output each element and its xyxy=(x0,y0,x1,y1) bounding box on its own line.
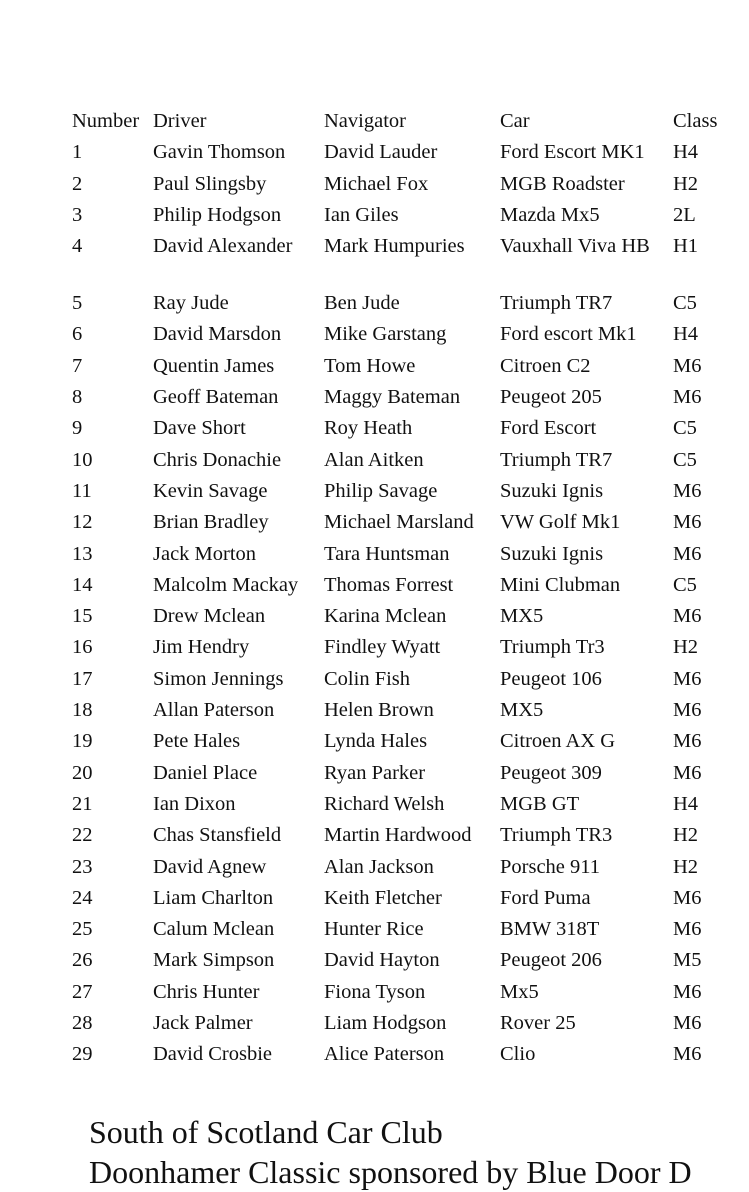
cell-navigator: Philip Savage xyxy=(324,479,438,502)
cell-driver: Simon Jennings xyxy=(153,667,284,690)
table-row xyxy=(72,415,723,446)
table-row xyxy=(72,979,723,1010)
cell-car: Mazda Mx5 xyxy=(500,203,600,226)
cell-driver: Quentin James xyxy=(153,354,275,377)
cell-navigator: Helen Brown xyxy=(324,699,434,722)
cell-number: 6 xyxy=(72,323,83,346)
cell-class: H2 xyxy=(673,824,699,847)
cell-navigator: Keith Fletcher xyxy=(324,886,442,909)
table-row xyxy=(72,1041,723,1072)
cell-class: M6 xyxy=(673,1043,702,1066)
cell-number: 8 xyxy=(72,386,83,409)
cell-car: Citroen AX G xyxy=(500,730,616,753)
cell-driver: Chris Donachie xyxy=(153,448,282,471)
cell-driver: Allan Paterson xyxy=(153,699,275,722)
cell-car: Triumph Tr3 xyxy=(500,636,605,659)
cell-navigator: Liam Hodgson xyxy=(324,1012,447,1035)
club-name: South of Scotland Car Club xyxy=(89,1114,443,1150)
cell-class: C5 xyxy=(673,417,697,440)
cell-class: H2 xyxy=(673,855,699,878)
cell-car: Mx5 xyxy=(500,980,539,1003)
cell-number: 22 xyxy=(72,824,93,847)
cell-navigator: Tom Howe xyxy=(324,354,416,377)
table-header-row xyxy=(72,108,723,139)
cell-driver: Ian Dixon xyxy=(153,792,236,815)
cell-number: 14 xyxy=(72,573,93,596)
page-footer xyxy=(89,1112,692,1192)
table-row xyxy=(72,916,723,947)
cell-class: H4 xyxy=(673,323,699,346)
cell-navigator: Lynda Hales xyxy=(324,730,428,753)
cell-navigator: Ben Jude xyxy=(324,292,400,315)
cell-class: C5 xyxy=(673,448,697,471)
cell-car: MX5 xyxy=(500,699,544,722)
table-row xyxy=(72,1010,723,1041)
cell-class: H2 xyxy=(673,172,699,195)
cell-car: Peugeot 206 xyxy=(500,949,602,972)
cell-class: M6 xyxy=(673,542,702,565)
cell-class: M6 xyxy=(673,761,702,784)
table-row xyxy=(72,666,723,697)
cell-driver: Paul Slingsby xyxy=(153,172,267,195)
cell-class: M6 xyxy=(673,918,702,941)
header-number: Number xyxy=(72,110,140,132)
cell-navigator: Colin Fish xyxy=(324,667,411,690)
cell-class: H4 xyxy=(673,792,699,815)
cell-navigator: Michael Fox xyxy=(324,172,429,195)
cell-navigator: Findley Wyatt xyxy=(324,636,441,659)
cell-class: M6 xyxy=(673,667,702,690)
header-navigator: Navigator xyxy=(324,110,406,132)
table-row xyxy=(72,885,723,916)
cell-class: M6 xyxy=(673,980,702,1003)
cell-number: 4 xyxy=(72,235,83,258)
cell-driver: Malcolm Mackay xyxy=(153,573,299,596)
header-driver: Driver xyxy=(153,110,207,132)
entry-list-table xyxy=(72,108,723,1073)
cell-car: Citroen C2 xyxy=(500,354,591,377)
cell-driver: Drew Mclean xyxy=(153,605,266,628)
cell-driver: Mark Simpson xyxy=(153,949,275,972)
table-row xyxy=(72,290,723,321)
cell-car: Peugeot 106 xyxy=(500,667,602,690)
table-row xyxy=(72,171,723,202)
cell-navigator: David Hayton xyxy=(324,949,440,972)
table-body xyxy=(72,139,723,1072)
cell-driver: Gavin Thomson xyxy=(153,141,286,164)
table-row xyxy=(72,822,723,853)
cell-class: M6 xyxy=(673,730,702,753)
cell-number: 24 xyxy=(72,886,93,909)
cell-number: 27 xyxy=(72,980,93,1003)
cell-navigator: Alan Aitken xyxy=(324,448,424,471)
table-row xyxy=(72,478,723,509)
cell-car: Clio xyxy=(500,1043,536,1066)
table-row xyxy=(72,202,723,233)
cell-driver: David Alexander xyxy=(153,235,293,258)
cell-class: M6 xyxy=(673,354,702,377)
cell-navigator: Thomas Forrest xyxy=(324,573,454,596)
cell-car: Mini Clubman xyxy=(500,573,621,596)
cell-driver: Dave Short xyxy=(153,417,246,440)
cell-navigator: Tara Huntsman xyxy=(324,542,450,565)
cell-driver: Calum Mclean xyxy=(153,918,275,941)
cell-car: Porsche 911 xyxy=(500,855,601,878)
cell-car: Triumph TR3 xyxy=(500,824,613,847)
cell-class: M6 xyxy=(673,386,702,409)
cell-car: Triumph TR7 xyxy=(500,292,613,315)
cell-driver: Chas Stansfield xyxy=(153,824,282,847)
cell-number: 21 xyxy=(72,792,93,815)
cell-navigator: Mark Humpuries xyxy=(324,235,465,258)
cell-class: C5 xyxy=(673,292,697,315)
cell-navigator: Ian Giles xyxy=(324,203,399,226)
cell-number: 17 xyxy=(72,667,93,690)
cell-navigator: Roy Heath xyxy=(324,417,413,440)
table-row xyxy=(72,353,723,384)
cell-number: 7 xyxy=(72,354,83,377)
cell-class: H4 xyxy=(673,141,699,164)
table-row xyxy=(72,321,723,352)
table-row xyxy=(72,139,723,170)
cell-class: C5 xyxy=(673,573,697,596)
cell-driver: Daniel Place xyxy=(153,761,258,784)
cell-driver: Kevin Savage xyxy=(153,479,268,502)
cell-number: 12 xyxy=(72,511,93,534)
cell-number: 23 xyxy=(72,855,93,878)
cell-car: VW Golf Mk1 xyxy=(500,511,621,534)
cell-class: 2L xyxy=(673,203,696,226)
cell-navigator: Karina Mclean xyxy=(324,605,447,628)
table-row xyxy=(72,603,723,634)
cell-car: BMW 318T xyxy=(500,918,600,941)
cell-number: 2 xyxy=(72,172,83,195)
cell-class: M6 xyxy=(673,479,702,502)
cell-class: M5 xyxy=(673,949,702,972)
cell-number: 25 xyxy=(72,918,93,941)
cell-number: 16 xyxy=(72,636,93,659)
cell-number: 19 xyxy=(72,730,93,753)
cell-navigator: Fiona Tyson xyxy=(324,980,426,1003)
cell-number: 1 xyxy=(72,141,83,164)
cell-car: Triumph TR7 xyxy=(500,448,613,471)
cell-number: 3 xyxy=(72,203,83,226)
table-row xyxy=(72,634,723,665)
cell-driver: Philip Hodgson xyxy=(153,203,282,226)
cell-driver: Ray Jude xyxy=(153,292,229,315)
table-row xyxy=(72,572,723,603)
cell-number: 18 xyxy=(72,699,93,722)
cell-car: Rover 25 xyxy=(500,1012,576,1035)
cell-car: Ford Escort xyxy=(500,417,597,440)
table-row xyxy=(72,791,723,822)
cell-class: M6 xyxy=(673,1012,702,1035)
header-car: Car xyxy=(500,110,530,132)
cell-driver: Pete Hales xyxy=(153,730,241,753)
cell-class: H1 xyxy=(673,235,699,258)
cell-navigator: Richard Welsh xyxy=(324,792,445,815)
cell-driver: Jack Morton xyxy=(153,542,257,565)
table-row xyxy=(72,541,723,572)
cell-car: MX5 xyxy=(500,605,544,628)
cell-navigator: Mike Garstang xyxy=(324,323,447,346)
cell-navigator: Alan Jackson xyxy=(324,855,434,878)
cell-navigator: Michael Marsland xyxy=(324,511,474,534)
cell-driver: David Crosbie xyxy=(153,1043,272,1066)
table-row xyxy=(72,947,723,978)
cell-driver: Geoff Bateman xyxy=(153,386,279,409)
cell-number: 11 xyxy=(72,479,92,502)
cell-number: 29 xyxy=(72,1043,93,1066)
cell-number: 26 xyxy=(72,949,93,972)
cell-number: 5 xyxy=(72,292,83,315)
cell-driver: David Agnew xyxy=(153,855,267,878)
cell-driver: David Marsdon xyxy=(153,323,282,346)
cell-car: Suzuki Ignis xyxy=(500,479,604,502)
table-row xyxy=(72,384,723,415)
cell-car: MGB Roadster xyxy=(500,172,625,195)
event-title: Doonhamer Classic sponsored by Blue Door D xyxy=(89,1154,692,1190)
header-class: Class xyxy=(673,110,718,132)
table-row xyxy=(72,233,723,290)
cell-car: Ford Puma xyxy=(500,886,591,909)
table-row xyxy=(72,728,723,759)
cell-driver: Brian Bradley xyxy=(153,511,269,534)
cell-number: 9 xyxy=(72,417,83,440)
cell-car: Vauxhall Viva HB xyxy=(500,235,650,258)
cell-car: Peugeot 205 xyxy=(500,386,602,409)
cell-navigator: Hunter Rice xyxy=(324,918,424,941)
cell-navigator: Alice Paterson xyxy=(324,1043,445,1066)
cell-number: 15 xyxy=(72,605,93,628)
cell-navigator: Martin Hardwood xyxy=(324,824,472,847)
cell-number: 13 xyxy=(72,542,93,565)
cell-driver: Jim Hendry xyxy=(153,636,250,659)
cell-class: H2 xyxy=(673,636,699,659)
table-row xyxy=(72,509,723,540)
cell-number: 28 xyxy=(72,1012,93,1035)
table-row xyxy=(72,760,723,791)
cell-car: Peugeot 309 xyxy=(500,761,602,784)
cell-number: 20 xyxy=(72,761,93,784)
cell-car: MGB GT xyxy=(500,792,580,815)
cell-navigator: Maggy Bateman xyxy=(324,386,461,409)
cell-car: Ford escort Mk1 xyxy=(500,323,637,346)
cell-driver: Jack Palmer xyxy=(153,1012,253,1035)
cell-number: 10 xyxy=(72,448,93,471)
cell-class: M6 xyxy=(673,605,702,628)
cell-car: Ford Escort MK1 xyxy=(500,141,645,164)
cell-driver: Liam Charlton xyxy=(153,886,274,909)
cell-navigator: Ryan Parker xyxy=(324,761,426,784)
cell-car: Suzuki Ignis xyxy=(500,542,604,565)
cell-navigator: David Lauder xyxy=(324,141,438,164)
table-row xyxy=(72,697,723,728)
table-row xyxy=(72,447,723,478)
cell-driver: Chris Hunter xyxy=(153,980,260,1003)
table-row xyxy=(72,854,723,885)
cell-class: M6 xyxy=(673,699,702,722)
cell-class: M6 xyxy=(673,886,702,909)
cell-class: M6 xyxy=(673,511,702,534)
